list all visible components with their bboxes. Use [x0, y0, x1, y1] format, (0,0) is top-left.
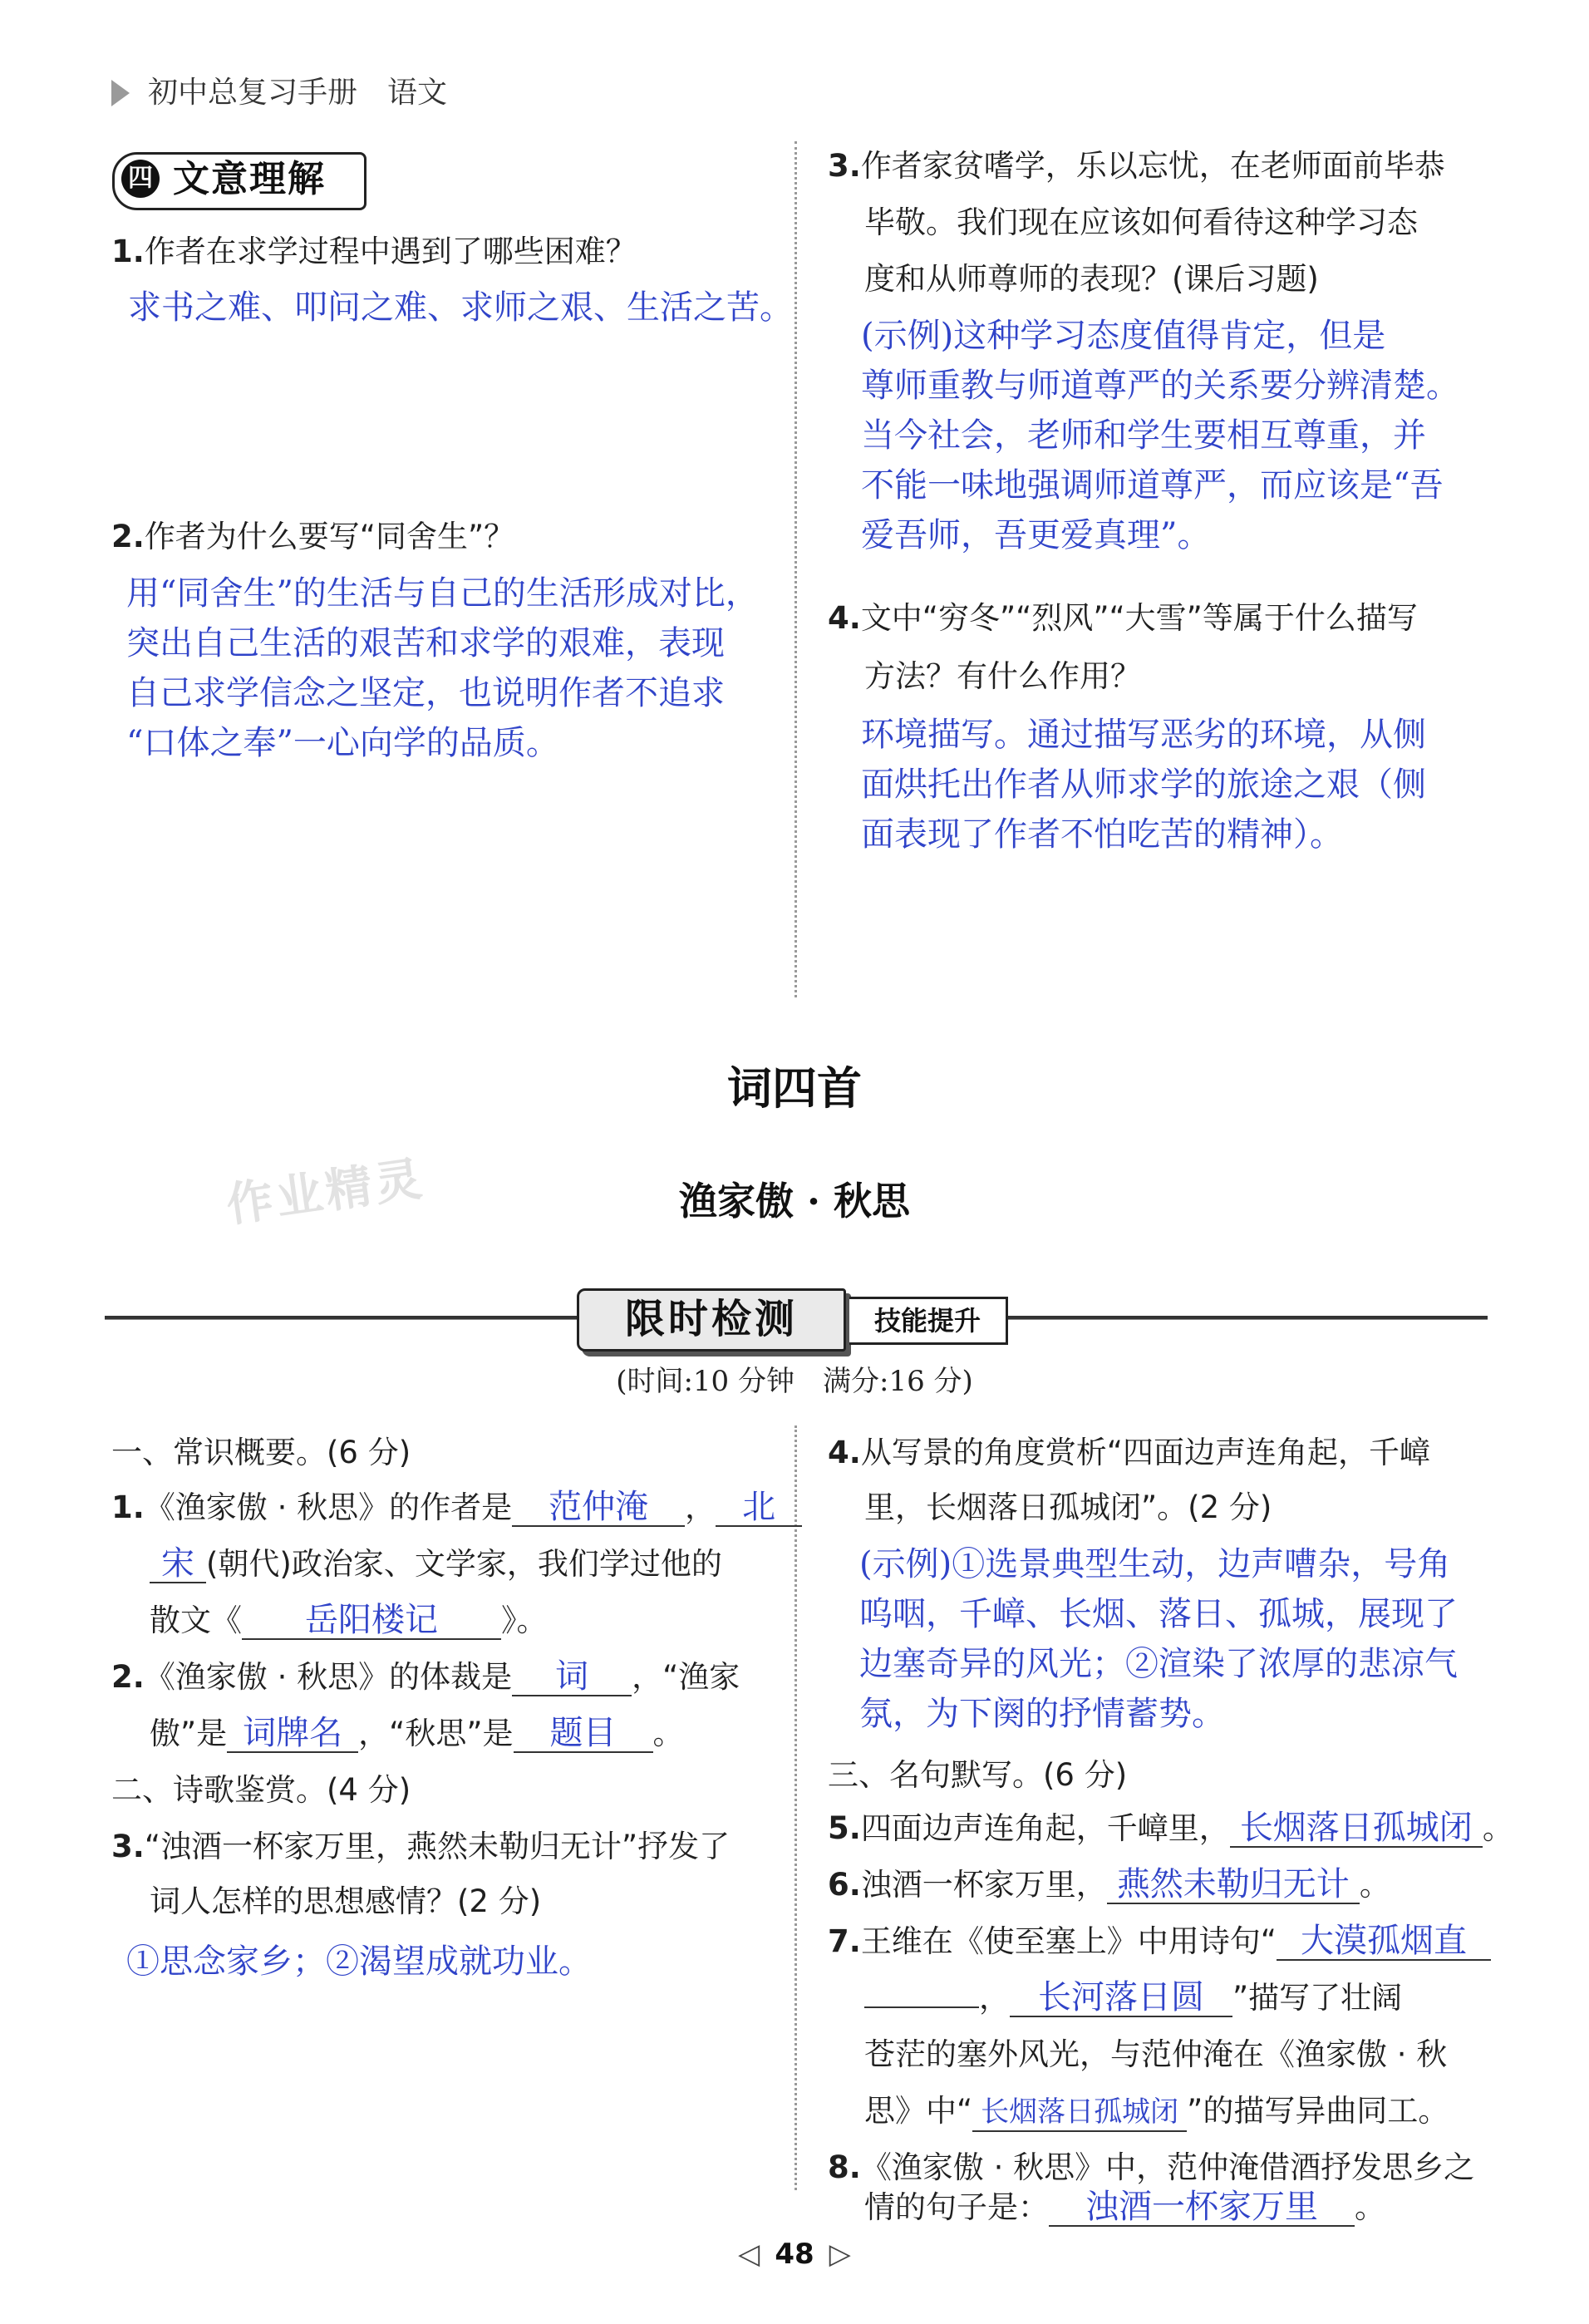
- question-4: 4.从写景的角度赏析“四面边声连角起，千嶂: [828, 1435, 1430, 1470]
- column-divider: [794, 1425, 797, 2190]
- watermark: 作业精灵: [223, 1151, 429, 1233]
- test-time-info: (时间:10 分钟 满分:16 分): [616, 1365, 973, 1398]
- question-3: 3.“浊酒一杯家万里，燕然未勒归无计”抒发了: [111, 1829, 731, 1864]
- question-3-line: 毕敬。我们现在应该如何看待这种学习态: [864, 204, 1418, 240]
- poem-title: 渔家傲 · 秋思: [678, 1179, 911, 1224]
- answer-blank: 题目: [514, 1715, 653, 1753]
- section-title: 文意理解: [173, 158, 326, 200]
- answer-3-line: 当今社会，老师和学生要相互尊重，并: [861, 416, 1426, 455]
- question-4: 4.文中“穷冬”“烈风”“大雪”等属于什么描写: [828, 600, 1418, 636]
- question-3-line: 度和从师尊师的表现？(课后习题): [864, 261, 1319, 297]
- skill-tag: [849, 1297, 1008, 1345]
- answer-2-line: “口体之奉”一心向学的品质。: [126, 724, 559, 762]
- answer-blank: 大漠孤烟直: [1277, 1923, 1491, 1961]
- answer-blank: 词: [512, 1658, 632, 1696]
- page-footer: [0, 2236, 1589, 2272]
- answer-4-line: 环境描写。通过描写恶劣的环境，从侧: [861, 716, 1426, 754]
- answer-4-line: 边塞奇异的风光；②渲染了浓厚的悲凉气: [859, 1645, 1458, 1683]
- question-3-line: 词人怎样的思想感情？(2 分): [150, 1883, 542, 1919]
- answer-blank: [864, 2006, 979, 2008]
- question-5: 5.四面边声连角起，千嶂里， 长烟落日孤城闭 。: [828, 1809, 1513, 1847]
- question-7-line: ， 长河落日圆 ”描写了壮阔: [864, 1978, 1402, 2018]
- question-6: 6.浊酒一杯家万里， 燕然未勒归无计 。: [828, 1865, 1390, 1903]
- answer-blank: 燕然未勒归无计: [1107, 1866, 1360, 1904]
- answer-blank: 宋: [150, 1545, 206, 1583]
- answer-blank: 长河落日圆: [1010, 1979, 1232, 2017]
- book-title: 初中总复习手册: [148, 76, 358, 110]
- answer-3-line: 尊师重教与师道尊严的关系要分辨清楚。: [861, 367, 1459, 405]
- subject-label: 语文: [387, 76, 448, 110]
- answer-2-line: 突出自己生活的艰苦和求学的艰难，表现: [126, 624, 725, 662]
- answer-blank: 长烟落日孤城闭: [1230, 1809, 1483, 1848]
- question-2: 2.作者为什么要写“同舍生”？: [111, 519, 515, 554]
- question-1-line: 散文《 岳阳楼记 》。: [150, 1601, 548, 1639]
- answer-3: ①思念家乡；②渴望成就功业。: [126, 1942, 592, 1981]
- answer-4-line: 面表现了作者不怕吃苦的精神）。: [861, 815, 1343, 854]
- part-3-heading: 三、名句默写。(6 分): [828, 1757, 1128, 1793]
- section-badge: [112, 152, 367, 210]
- answer-3-line: 不能一味地强调师道尊严，而应该是“吾: [861, 466, 1444, 505]
- test-tag: [577, 1288, 846, 1352]
- question-7-line: 思》中“ 长烟落日孤城闭 ”的描写异曲同工。: [864, 2091, 1449, 2132]
- answer-1: 求书之难、叩问之难、求师之艰、生活之苦。: [128, 288, 793, 327]
- answer-2-line: 自己求学信念之坚定，也说明作者不追求: [126, 674, 725, 712]
- running-header: [148, 73, 447, 113]
- answer-blank: 岳阳楼记: [242, 1602, 501, 1640]
- question-1-line: 宋 (朝代)政治家、文学家，我们学过他的: [150, 1544, 722, 1584]
- answer-blank: 长烟落日孤城闭: [972, 2094, 1187, 2132]
- answer-4-line: 面烘托出作者从师求学的旅途之艰（侧: [861, 766, 1426, 804]
- answer-blank: 北: [716, 1489, 802, 1527]
- answer-3-line: (示例)这种学习态度值得肯定，但是: [861, 317, 1386, 355]
- answer-blank: 浊酒一杯家万里: [1049, 2189, 1355, 2227]
- question-7: 7.王维在《使至塞上》中用诗句“ 大漠孤烟直: [828, 1922, 1491, 1962]
- answer-blank: 范仲淹: [512, 1489, 685, 1527]
- question-1: 1.作者在求学过程中遇到了哪些困难？: [111, 234, 637, 269]
- answer-4-line: 氛，为下阕的抒情蓄势。: [859, 1695, 1225, 1733]
- prev-page-icon: ◁: [738, 2238, 760, 2271]
- question-4-line: 方法？有什么作用？: [864, 658, 1141, 694]
- answer-blank: 词牌名: [227, 1715, 358, 1753]
- answer-3-line: 爱吾师，吾更爱真理”。: [861, 516, 1211, 554]
- test-tag-label: 限时检测: [624, 1296, 798, 1342]
- lesson-title: 词四首: [727, 1062, 862, 1115]
- answer-2-line: 用“同舍生”的生活与自己的生活形成对比，: [126, 574, 759, 613]
- question-2-line: 傲”是 词牌名 ，“秋思”是 题目 。: [150, 1714, 684, 1752]
- skill-tag-label: 技能提升: [873, 1305, 981, 1337]
- column-divider: [794, 141, 797, 997]
- question-8-line: 情的句子是： 浊酒一杯家万里 。: [864, 2188, 1385, 2226]
- next-page-icon: ▷: [829, 2238, 851, 2271]
- question-3: 3.作者家贫嗜学，乐以忘忧，在老师面前毕恭: [828, 148, 1445, 184]
- question-2: 2.《渔家傲 · 秋思》的体裁是 词 ，“渔家: [111, 1657, 740, 1696]
- answer-4-line: (示例)①选景典型生动，边声嘈杂，号角: [859, 1545, 1451, 1583]
- question-8: 8.《渔家傲 · 秋思》中，范仲淹借酒抒发思乡之: [828, 2149, 1475, 2185]
- question-1: 1.《渔家傲 · 秋思》的作者是 范仲淹 ， 北: [111, 1488, 802, 1528]
- answer-4-line: 呜咽，千嶂、长烟、落日、孤城，展现了: [859, 1595, 1458, 1633]
- question-4-line: 里，长烟落日孤城闭”。(2 分): [864, 1489, 1272, 1525]
- header-triangle-icon: [111, 80, 130, 106]
- page-number: 48: [775, 2238, 814, 2271]
- part-2-heading: 二、诗歌鉴赏。(4 分): [111, 1772, 411, 1808]
- part-1-heading: 一、常识概要。(6 分): [111, 1435, 411, 1470]
- question-7-line: 苍茫的塞外风光，与范仲淹在《渔家傲 · 秋: [864, 2036, 1448, 2072]
- section-number-badge: 四: [121, 160, 160, 198]
